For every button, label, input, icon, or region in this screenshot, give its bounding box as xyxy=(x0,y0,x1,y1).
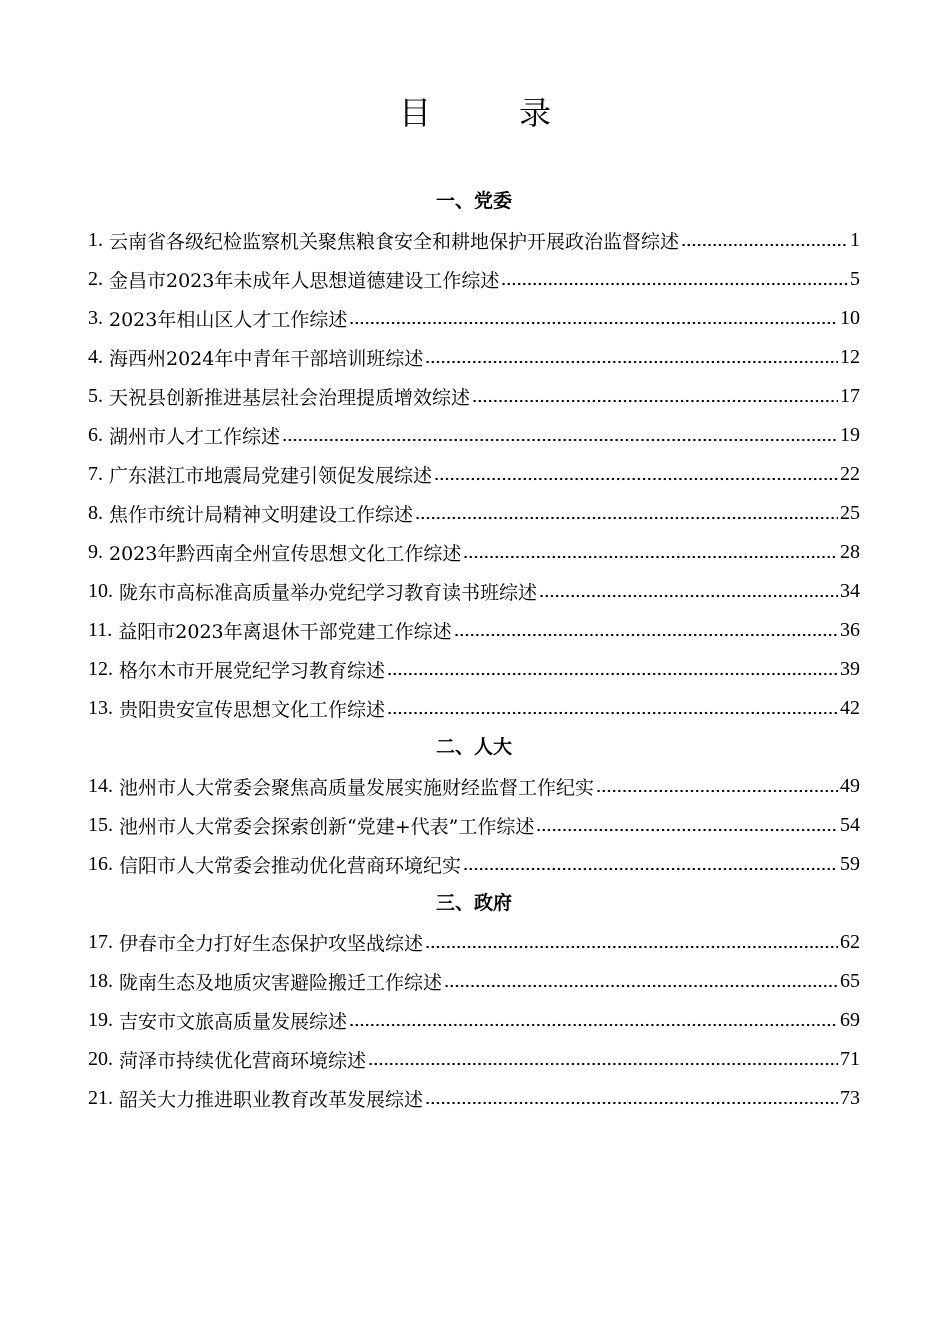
entry-page-number: 10 xyxy=(840,307,860,329)
entry-title: 广东湛江市地震局党建引领促发展综述 xyxy=(109,465,433,487)
toc-entry[interactable] xyxy=(88,533,860,572)
entry-number: 9. xyxy=(88,541,103,563)
entry-number: 17. xyxy=(88,931,113,953)
dot-leader xyxy=(434,477,838,481)
toc-entry[interactable] xyxy=(88,611,860,650)
entry-page-number: 25 xyxy=(840,502,860,524)
entry-title: 菏泽市持续优化营商环境综述 xyxy=(119,1050,367,1072)
dot-leader xyxy=(349,321,838,325)
dot-leader xyxy=(463,555,838,559)
entry-title: 海西州2024年中青年干部培训班综述 xyxy=(109,348,424,370)
toc-entry[interactable] xyxy=(88,572,860,611)
entry-number: 20. xyxy=(88,1048,113,1070)
toc-entry[interactable] xyxy=(88,767,860,806)
toc-entry[interactable] xyxy=(88,650,860,689)
entry-title: 焦作市统计局精神文明建设工作综述 xyxy=(109,504,414,526)
entry-page-number: 12 xyxy=(840,346,860,368)
entry-page-number: 5 xyxy=(850,268,860,290)
entry-page-number: 49 xyxy=(840,775,860,797)
toc-entry[interactable] xyxy=(88,923,860,962)
dot-leader xyxy=(501,282,848,286)
toc-entry[interactable] xyxy=(88,689,860,728)
section-heading: 三、政府 xyxy=(435,892,512,914)
entry-number: 10. xyxy=(88,580,113,602)
entry-page-number: 71 xyxy=(840,1048,860,1070)
entry-number: 13. xyxy=(88,697,113,719)
entry-number: 14. xyxy=(88,775,113,797)
entry-title: 金昌市2023年未成年人思想道德建设工作综述 xyxy=(109,270,500,292)
entry-title: 2023年相山区人才工作综述 xyxy=(109,309,348,331)
entry-page-number: 36 xyxy=(840,619,860,641)
entry-title: 信阳市人大常委会推动优化营商环境纪实 xyxy=(119,855,462,877)
entry-page-number: 59 xyxy=(840,853,860,875)
dot-leader xyxy=(425,945,838,949)
dot-leader xyxy=(472,399,838,403)
entry-number: 15. xyxy=(88,814,113,836)
toc-entry[interactable] xyxy=(88,260,860,299)
entry-page-number: 73 xyxy=(840,1087,860,1109)
entry-title: 益阳市2023年离退休干部党建工作综述 xyxy=(118,621,452,643)
dot-leader xyxy=(454,633,838,637)
entry-number: 1. xyxy=(88,229,103,251)
entry-number: 16. xyxy=(88,853,113,875)
dot-leader xyxy=(536,828,838,832)
toc-entry[interactable] xyxy=(88,806,860,845)
entry-title: 伊春市全力打好生态保护攻坚战综述 xyxy=(119,933,424,955)
entry-page-number: 62 xyxy=(840,931,860,953)
entry-page-number: 69 xyxy=(840,1009,860,1031)
entry-number: 5. xyxy=(88,385,103,407)
dot-leader xyxy=(349,1023,838,1027)
entry-page-number: 39 xyxy=(840,658,860,680)
entry-title: 吉安市文旅高质量发展综述 xyxy=(119,1011,348,1033)
entry-title: 陇南生态及地质灾害避险搬迁工作综述 xyxy=(119,972,443,994)
toc-entry[interactable] xyxy=(88,455,860,494)
entry-title: 贵阳贵安宣传思想文化工作综述 xyxy=(119,699,386,721)
entry-number: 12. xyxy=(88,658,113,680)
entry-title: 韶关大力推进职业教育改革发展综述 xyxy=(119,1089,424,1111)
dot-leader xyxy=(681,243,848,247)
dot-leader xyxy=(463,867,838,871)
entry-page-number: 22 xyxy=(840,463,860,485)
entry-number: 8. xyxy=(88,502,103,524)
entry-title: 陇东市高标准高质量举办党纪学习教育读书班综述 xyxy=(119,582,538,604)
entry-page-number: 17 xyxy=(840,385,860,407)
toc-entry[interactable] xyxy=(88,338,860,377)
dot-leader xyxy=(425,360,838,364)
dot-leader xyxy=(387,711,838,715)
entry-title: 云南省各级纪检监察机关聚焦粮食安全和耕地保护开展政治监督综述 xyxy=(109,231,680,253)
toc-entry[interactable] xyxy=(88,1001,860,1040)
toc-entry[interactable] xyxy=(88,416,860,455)
section-heading: 二、人大 xyxy=(435,736,512,758)
toc-entry[interactable] xyxy=(88,494,860,533)
entry-title: 天祝县创新推进基层社会治理提质增效综述 xyxy=(109,387,471,409)
entry-title: 池州市人大常委会聚焦高质量发展实施财经监督工作纪实 xyxy=(119,777,595,799)
entry-page-number: 54 xyxy=(840,814,860,836)
entry-title: 湖州市人才工作综述 xyxy=(109,426,281,448)
entry-title: 2023年黔西南全州宣传思想文化工作综述 xyxy=(109,543,462,565)
entry-page-number: 34 xyxy=(840,580,860,602)
dot-leader xyxy=(596,789,838,793)
dot-leader xyxy=(387,672,838,676)
page-title: 目 录 xyxy=(398,94,579,132)
toc-entry[interactable] xyxy=(88,221,860,260)
dot-leader xyxy=(282,438,838,442)
entry-number: 19. xyxy=(88,1009,113,1031)
toc-entry[interactable] xyxy=(88,377,860,416)
dot-leader xyxy=(415,516,838,520)
entry-number: 7. xyxy=(88,463,103,485)
entry-number: 21. xyxy=(88,1087,113,1109)
entry-page-number: 65 xyxy=(840,970,860,992)
entry-page-number: 42 xyxy=(840,697,860,719)
entry-page-number: 28 xyxy=(840,541,860,563)
section-heading: 一、党委 xyxy=(435,190,512,212)
dot-leader xyxy=(539,594,838,598)
entry-page-number: 19 xyxy=(840,424,860,446)
table-of-contents xyxy=(88,182,860,1118)
toc-entry[interactable] xyxy=(88,962,860,1001)
toc-entry[interactable] xyxy=(88,1040,860,1079)
dot-leader xyxy=(368,1062,838,1066)
dot-leader xyxy=(444,984,838,988)
entry-page-number: 1 xyxy=(850,229,860,251)
entry-number: 4. xyxy=(88,346,103,368)
entry-title: 格尔木市开展党纪学习教育综述 xyxy=(119,660,386,682)
toc-entry[interactable] xyxy=(88,845,860,884)
entry-number: 2. xyxy=(88,268,103,290)
entry-number: 11. xyxy=(88,619,113,641)
entry-title: 池州市人大常委会探索创新“党建+代表”工作综述 xyxy=(119,816,535,838)
dot-leader xyxy=(425,1101,838,1105)
toc-entry[interactable] xyxy=(88,299,860,338)
toc-entry[interactable] xyxy=(88,1079,860,1118)
entry-number: 6. xyxy=(88,424,103,446)
entry-number: 3. xyxy=(88,307,103,329)
entry-number: 18. xyxy=(88,970,113,992)
